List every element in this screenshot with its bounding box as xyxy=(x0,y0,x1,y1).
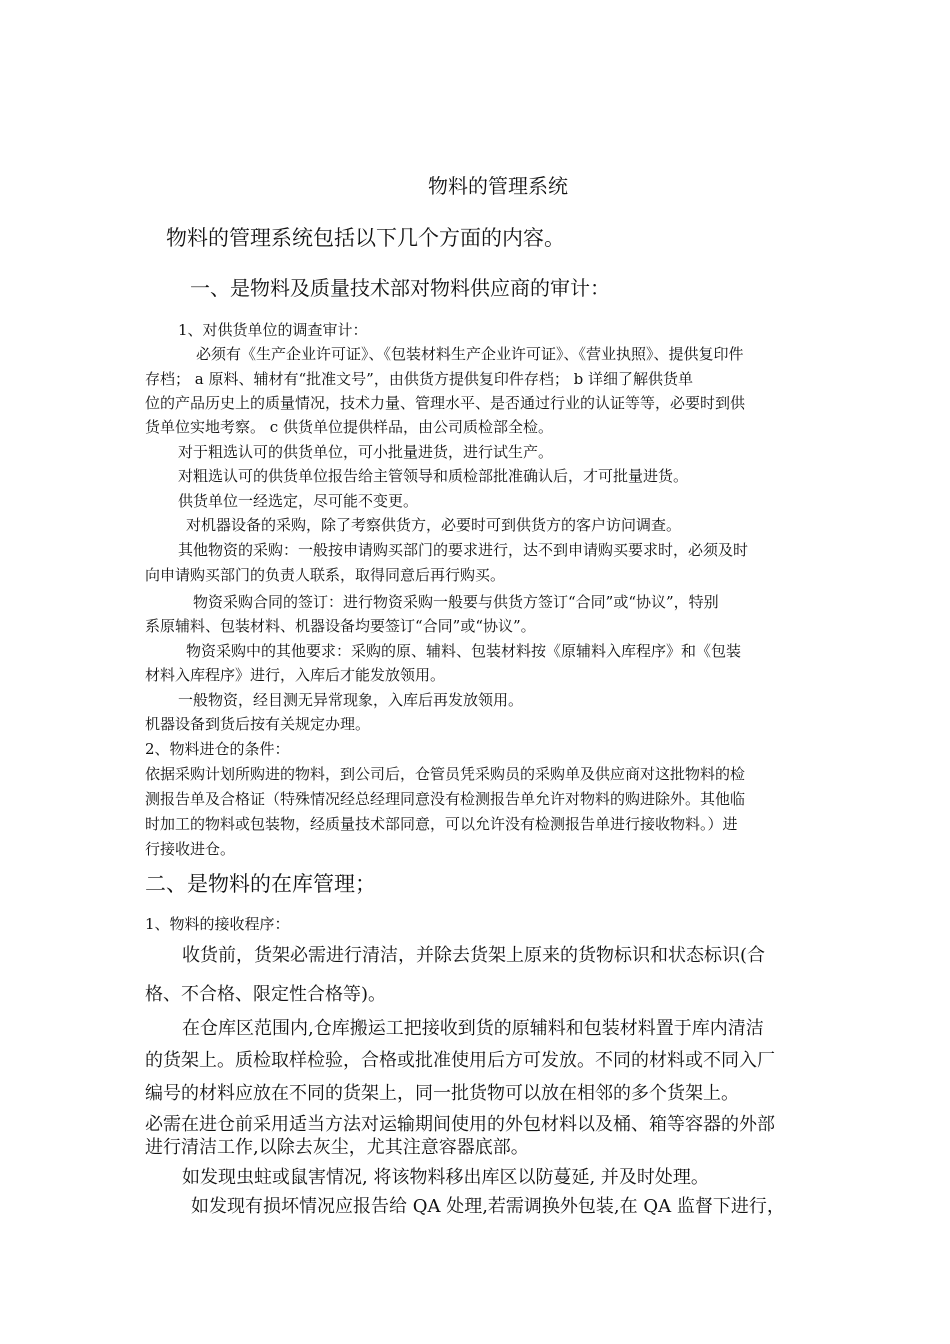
section-1-paragraph-line: 向申请购买部门的负责人联系，取得同意后再行购买。 xyxy=(145,566,506,584)
section-2-paragraph-line: 必需在进仓前采用适当方法对运输期间使用的外包材料以及桶、箱等容器的外部 xyxy=(145,1114,775,1135)
section-1-heading: 一、是物料及质量技术部对物料供应商的审计： xyxy=(190,276,610,300)
section-1-paragraph-line: 其他物资的采购：一般按申请购买部门的要求进行，达不到申请购买要求时，必须及时 xyxy=(178,541,749,559)
section-1-paragraph-line: 对于粗选认可的供货单位，可小批量进货，进行试生产。 xyxy=(178,443,554,461)
section-1-paragraph-line: 物资采购中的其他要求：采购的原、辅料、包装材料按《原辅料入库程序》和《包装 xyxy=(186,642,742,660)
section-1-paragraph-line: 依据采购计划所购进的物料，到公司后，仓管员凭采购员的采购单及供应商对这批物料的检 xyxy=(145,765,746,783)
section-1-paragraph-line: 系原辅料、包装材料、机器设备均要签订“合同”或“协议”。 xyxy=(145,617,536,635)
section-1-paragraph-line: 机器设备到货后按有关规定办理。 xyxy=(145,715,371,733)
section-2-paragraph-line: 收货前，货架必需进行清洁，并除去货架上原来的货物标识和状态标识(合 xyxy=(182,945,766,966)
section-1-paragraph-line: 材料入库程序》进行，入库后才能发放领用。 xyxy=(145,666,446,684)
section-1-paragraph-line: 位的产品历史上的质量情况，技术力量、管理水平、是否通过行业的认证等等，必要时到供 xyxy=(145,394,746,412)
section-2-paragraph-line: 编号的材料应放在不同的货架上，同一批货物可以放在相邻的多个货架上。 xyxy=(145,1083,739,1104)
section-1-paragraph-line: 必须有《生产企业许可证》、《包装材料生产企业许可证》、《营业执照》、提供复印件 xyxy=(196,345,744,363)
section-1-paragraph-line: 供货单位一经选定，尽可能不变更。 xyxy=(178,492,419,510)
section-2-paragraph-line: 格、不合格、限定性合格等)。 xyxy=(145,984,387,1005)
section-1-paragraph-line: 行接收进仓。 xyxy=(145,840,236,858)
section-1-paragraph-line: 货单位实地考察。 c 供货单位提供样品，由公司质检部全检。 xyxy=(145,418,553,436)
section-1-paragraph-line: 测报告单及合格证（特殊情况经总经理同意没有检测报告单允许对物料的购进除外。其他临 xyxy=(145,790,746,808)
section-2-paragraph-line: 如发现虫蛀或鼠害情况, 将该物料移出库区以防蔓延, 并及时处理。 xyxy=(182,1167,709,1188)
section-1-paragraph-line: 物资采购合同的签订：进行物资采购一般要与供货方签订“合同”或“协议”，特别 xyxy=(193,593,719,611)
section-1-paragraph-line: 存档； a 原料、辅材有“批准文号”，由供货方提供复印件存档； b 详细了解供货单 xyxy=(145,370,693,388)
section-2-heading: 二、是物料的在库管理； xyxy=(145,872,376,896)
section-2-paragraph-line: 如发现有损坏情况应报告给 QA 处理,若需调换外包装,在 QA 监督下进行， xyxy=(191,1196,785,1217)
section-1-paragraph-line: 对机器设备的采购，除了考察供货方，必要时可到供货方的客户访问调查。 xyxy=(186,516,682,534)
section-1-paragraph-line: 时加工的物料或包装物，经质量技术部同意，可以允许没有检测报告单进行接收物料。）进 xyxy=(145,815,738,833)
document-title: 物料的管理系统 xyxy=(428,174,568,198)
section-2-paragraph-line: 的货架上。质检取样检验，合格或批准使用后方可发放。不同的材料或不同入厂 xyxy=(145,1050,775,1071)
section-1-paragraph-line: 对粗选认可的供货单位报告给主管领导和质检部批准确认后，才可批量进货。 xyxy=(178,467,689,485)
section-2-paragraph-line: 在仓库区范围内,仓库搬运工把接收到货的原辅料和包装材料置于库内清洁 xyxy=(182,1018,764,1039)
section-1-subheading-1: 1、对供货单位的调查审计： xyxy=(178,321,368,339)
section-1-paragraph-line: 一般物资，经目测无异常现象，入库后再发放领用。 xyxy=(178,691,524,709)
intro-paragraph: 物料的管理系统包括以下几个方面的内容。 xyxy=(166,226,565,250)
section-2-paragraph-line: 进行清洁工作,以除去灰尘，尤其注意容器底部。 xyxy=(145,1137,529,1158)
section-1-subheading-2: 2、物料进仓的条件： xyxy=(145,740,290,758)
section-2-subheading-1: 1、物料的接收程序： xyxy=(145,915,290,933)
